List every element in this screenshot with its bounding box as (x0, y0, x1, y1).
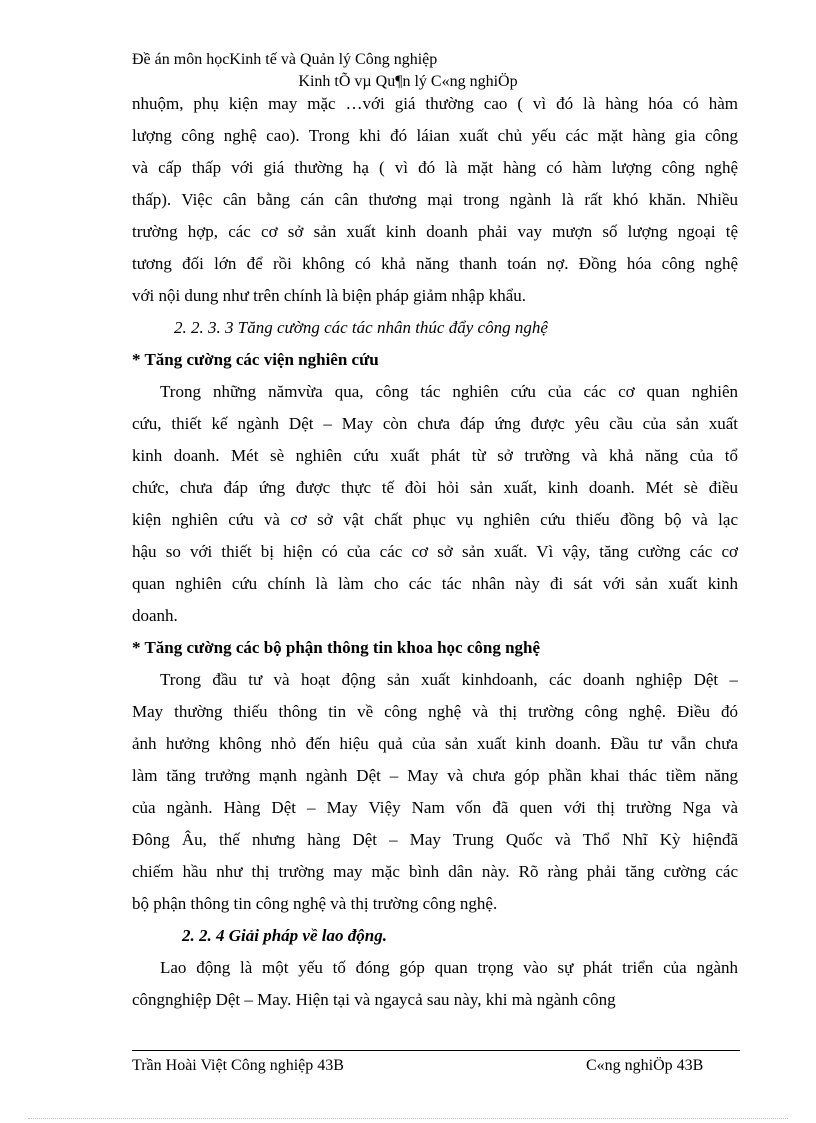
section-heading: 2. 2. 3. 3 Tăng cường các tác nhân thúc đẩy công nghệ (174, 318, 548, 337)
text-line: với nội dung như trên chính là biện pháp giảm nhập khẩu. (132, 286, 527, 305)
text-line: thấp). Việc cân bằng cán cân thương mại trong ngành là rất khó khăn. Nhiều (132, 190, 738, 209)
text-line: kiện nghiên cứu và cơ sở vật chất phục vụ nghiên cứu thiếu đồng bộ và lạc (132, 510, 738, 529)
page-break-line (28, 1118, 788, 1119)
text-line: chiếm hầu như thị trường may mặc bình dân này. Rõ ràng phải tăng cường các (132, 862, 738, 881)
text-line: Đông Âu, thế nhưng hàng Dệt – May Trung Quốc và Thổ Nhĩ Kỳ hiệnđã (132, 830, 738, 849)
text-line: côngnghiệp Dệt – May. Hiện tại và ngaycả sau này, khi mà ngành công (132, 990, 616, 1009)
text-line: tương đối lớn để rồi không có khả năng thanh toán nợ. Đồng hóa công nghệ (132, 254, 738, 273)
text-line: cứu, thiết kế ngành Dệt – May còn chưa đáp ứng được yêu cầu của sản xuất (132, 414, 738, 433)
text-line: quan nghiên cứu chính là làm cho các tác nhân này đi sát với sản xuất kinh (132, 574, 738, 593)
text-line: ảnh hưởng không nhỏ đến hiệu quả của sản xuất kinh doanh. Đầu tư vẫn chưa (132, 734, 738, 753)
footer-author: Trần Hoài Việt Công nghiệp 43B (132, 1057, 344, 1074)
text-line: lượng công nghệ cao). Trong khi đó láian xuất chủ yếu các mặt hàng gia công (132, 126, 738, 145)
text-line: của ngành. Hàng Dệt – May Việy Nam vốn đã quen với thị trường Nga và (132, 798, 738, 817)
footer-class: C«ng nghiÖp 43B (586, 1057, 704, 1074)
header-title: Đề án môn họcKinh tế và Quản lý Công nghiệp (132, 51, 438, 68)
paragraph (132, 664, 738, 920)
text-line: và cấp thấp với giá thường hạ ( vì đó là mặt hàng có hàm lượng công nghệ (132, 158, 738, 177)
text-line: bộ phận thông tin công nghệ và thị trường công nghệ. (132, 894, 498, 913)
text-line: làm tăng trưởng mạnh ngành Dệt – May và chưa góp phần khai thác tiềm năng (132, 766, 738, 785)
text-line: Lao động là một yếu tố đóng góp quan trọng vào sự phát triển của ngành (160, 958, 738, 977)
footer-rule (132, 1050, 740, 1051)
bullet-heading: * Tăng cường các bộ phận thông tin khoa học công nghệ (132, 638, 541, 657)
text-line: trường hợp, các cơ sở sản xuất kinh doanh phải vay mượn số lượng ngoại tệ (132, 222, 738, 241)
text-line: May thường thiếu thông tin về công nghệ và thị trường công nghệ. Điều đó (132, 702, 738, 721)
paragraph (132, 88, 738, 312)
header-subtitle: Kinh tÕ vµ Qu¶n lý C«ng nghiÖp (298, 73, 518, 90)
paragraph (132, 376, 738, 632)
text-line: nhuộm, phụ kiện may mặc …với giá thường cao ( vì đó là hàng hóa có hàm (132, 94, 738, 113)
paragraph (132, 952, 738, 1016)
text-line: Trong đầu tư và hoạt động sản xuất kinhdoanh, các doanh nghiệp Dệt – (160, 670, 738, 689)
section-heading: 2. 2. 4 Giải pháp về lao động. (182, 926, 387, 945)
document-body (132, 88, 738, 1016)
text-line: hậu so với thiết bị hiện có của các cơ sở sản xuất. Vì vậy, tăng cường các cơ (132, 542, 738, 561)
text-line: kinh doanh. Mét sè nghiên cứu xuất phát từ sở trường và khả năng của tổ (132, 446, 738, 465)
text-line: chức, chưa đáp ứng được thực tế đòi hỏi sản xuất, kinh doanh. Mét sè điều (132, 478, 738, 497)
text-line: Trong những nămvừa qua, công tác nghiên cứu của các cơ quan nghiên (160, 382, 738, 401)
bullet-heading: * Tăng cường các viện nghiên cứu (132, 350, 379, 369)
text-line: doanh. (132, 606, 178, 625)
